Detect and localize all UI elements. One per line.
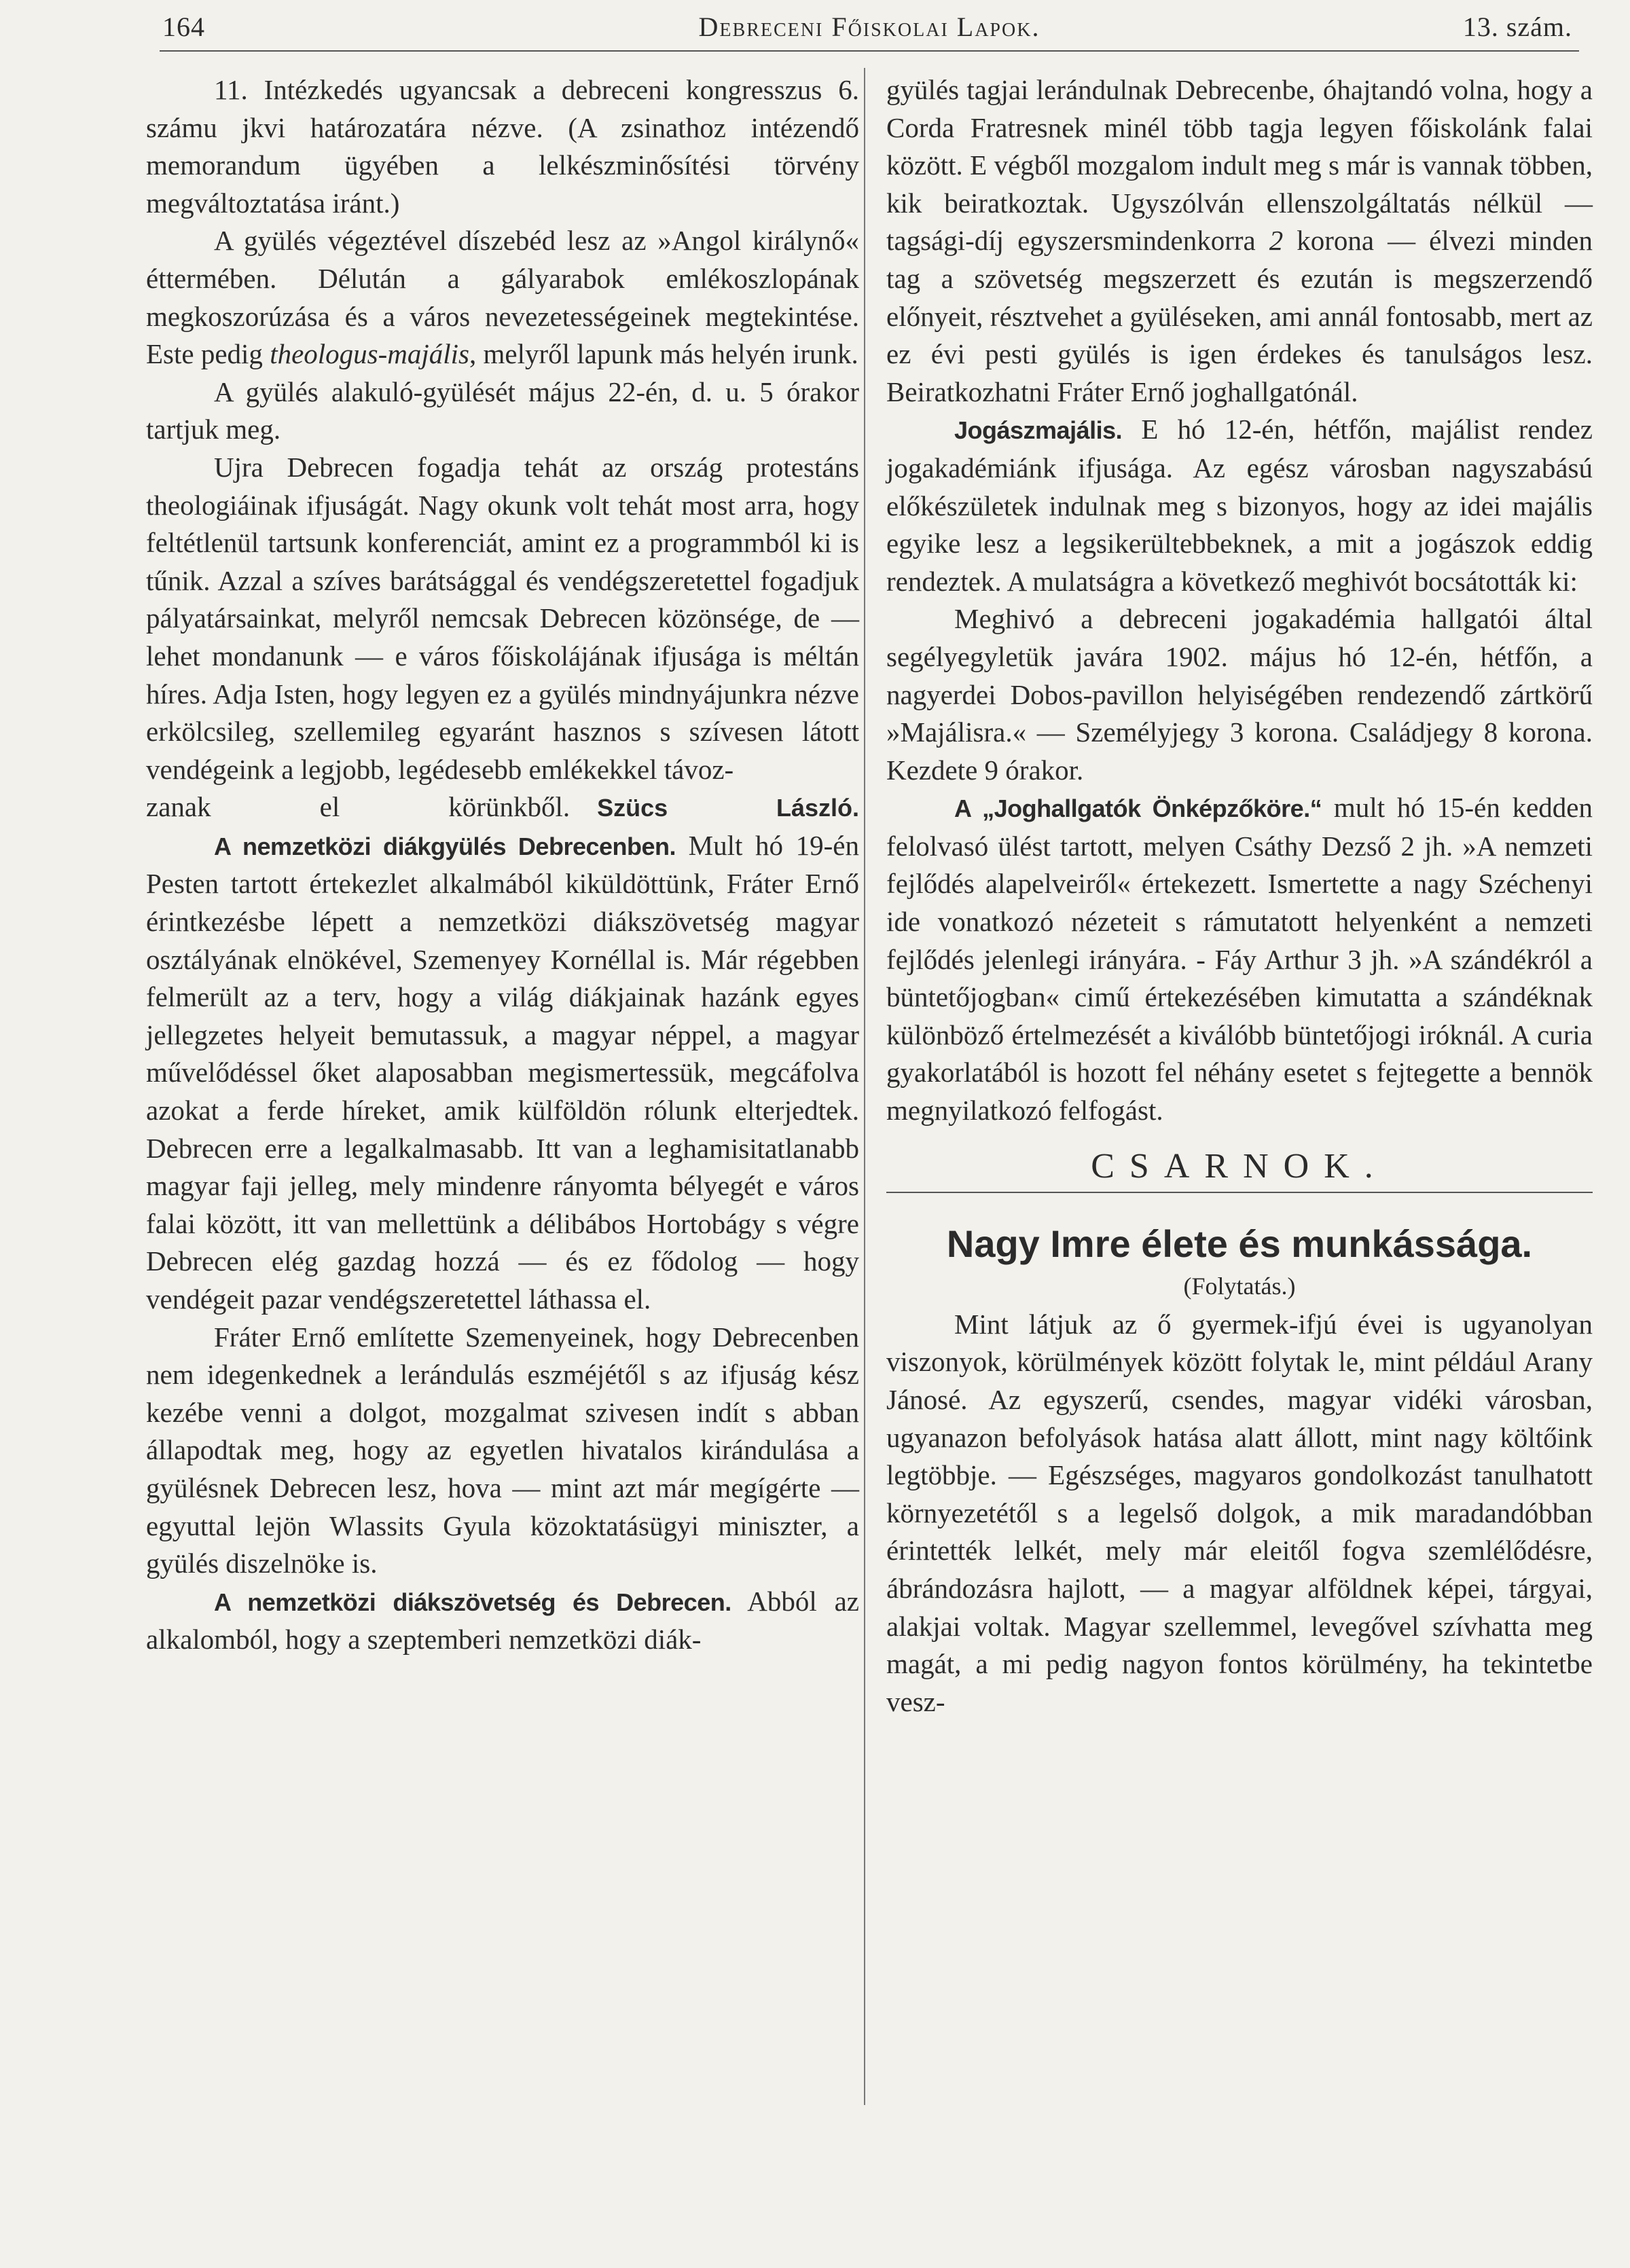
paragraph-resolution-11: 11. Intézkedés ugyancsak a debreceni kongresszus 6. számu jkvi határozatára nézve. (A zsinathoz intézendő memorandum ügyében a lelkészminősítési törvény megváltoztatása iránt.) bbox=[146, 74, 859, 219]
section-title: CSARNOK. bbox=[886, 1148, 1593, 1194]
run-in-heading: Jogászmajális. bbox=[954, 416, 1123, 445]
header-rule bbox=[160, 50, 1579, 52]
text-run: Mult hó 19-én Pesten tartott értekezlet alkalmából kiküldöttünk, Fráter Ernő érintkezésbe lépett a nemzetközi diákszövetség magyar osztályának elnökével, Szemenyey Kornéllal is. Már régebben felmerült az a terv, hogy a világ diákjainak hazánk egyes jellegzetes helyeit bemutassuk, a magyar néppel, a magyar művelődéssel őket alaposabban megismertessük, megcáfolva azokat a ferde híreket, amik külföldön rólunk elterjedtek. Debrecen erre a legalkalmasabb. Itt van a leghamisitatlanabb magyar faji jelleg, mely mindenre rányomta bélyegét e város falai között, itt van mellettünk a délibábos Hortobágy s végre Debrecen elég gazdag hozzá — és ez fődolog — hogy vendégeit pazar vendégszeretettel láthassa el. bbox=[146, 829, 859, 1315]
paragraph-continuation bbox=[886, 71, 1593, 411]
paragraph-law-majalis bbox=[886, 411, 1593, 600]
text-run: , melyről lapunk más helyén irunk. bbox=[469, 338, 858, 370]
run-in-heading: A nemzetközi diákszövetség és Debrecen. bbox=[214, 1588, 731, 1616]
text-run: mult hó 15-én kedden felolvasó ülést tartott, melyen Csáthy Dezső 2 jh. »A nemzeti fejlődés alapelveiről« értekezett. Ismertette a nagy Széchenyi ide vonatkozó nézeteit s rámutatott helyenként a nemzeti fejlődés jelenlegi irányára. - Fáy Arthur 3 jh. »A szándékról a büntetőjogban« cimű értekezésében kimutatta a szándéknak különböző értelmezését a kiválóbb büntetőjogi iróknál. A curia gyakorlatából is hozott fel néhány esetet s fejtegette a bennök megnyilatkozó felfogást. bbox=[886, 792, 1593, 1127]
paragraph-association bbox=[146, 1583, 859, 1659]
author-signature: Szücs László. bbox=[597, 794, 859, 822]
paragraph-self-study-circle bbox=[886, 789, 1593, 1129]
italic-term: theologus-majális bbox=[270, 338, 470, 370]
text-run: A gyülés végeztével díszebéd lesz az »Angol királynő« éttermében. Délután a gályarabok emlékoszlopának megkoszorúzása és a város nevezetességeinek megtekintése. Este pedig bbox=[146, 225, 859, 370]
text-run: E hó 12-én, hétfőn, majálist rendez jogakadémiánk ifjusága. Az egész városban nagyszabású előkészületek indulnak meg s bizonyos, hogy az idei majális egyike lesz a legsikerültebbeknek, a mit a jogászok eddig rendeztek. A mulatságra a következő meghivót bocsátották ki: bbox=[886, 414, 1593, 597]
column-divider bbox=[864, 68, 865, 2105]
italic-number: 2 bbox=[1269, 225, 1284, 257]
paragraph-welcome: Ujra Debrecen fogadja tehát az ország protestáns theologiáinak ifjuságát. Nagy okunk volt tehát most arra, hogy feltétlenül tartsunk konferenciát, amint ez a programmból ki is tűnik. Azzal a szíves barátsággal és vendégszeretettel fogadjuk pályatársainkat, melyről nemcsak Debrecen közönsége, de — lehet mondanunk — e város főiskolájának ifjusága is méltán híres. Adja Isten, hogy legyen ez a gyülés mindnyájunkra nézve erkölcsileg, szellemileg egyaránt hasznos s szívesen látott vendégeink a legjobb, legédesebb emlékekkel távoz- bbox=[146, 451, 859, 785]
paragraph-frater: Fráter Ernő említette Szemenyeinek, hogy Debrecenben nem idegenkednek a lerándulás eszméjétől s az ifjuság kész kezébe venni a dolgot, mozgalmat szivesen indít s abban állapodtak meg, hogy az egyetlen hivatalos kirándulása a gyülésnek Debrecen lesz, hova — mint azt már megígérte — egyuttal lejön Wlassits Gyula közoktatásügyi miniszter, a gyülés diszelnöke is. bbox=[146, 1321, 859, 1579]
issue-number: 13. szám. bbox=[1462, 12, 1572, 42]
run-in-heading: A nemzetközi diákgyülés Debrecenben. bbox=[214, 832, 676, 860]
paragraph-invitation: Meghivó a debreceni jogakadémia hallgatói által segélyegyletük javára 1902. május hó 12-én, hétfőn, a nagyerdei Dobos-pavillon helyiségében rendezendő zártkörű »Majálisra.« — Személyjegy 3 korona. Családjegy 8 korona. Kezdete 9 órakor. bbox=[886, 603, 1593, 786]
article-subtitle: (Folytatás.) bbox=[1183, 1273, 1296, 1300]
right-column bbox=[886, 71, 1593, 1721]
text-run: zanak el körünkből. bbox=[146, 791, 570, 823]
paragraph-meeting-date: A gyülés alakuló-gyülését május 22-én, d. u. 5 órakor tartjuk meg. bbox=[146, 376, 859, 445]
page-header bbox=[160, 5, 1579, 45]
signature-line bbox=[146, 788, 859, 827]
paragraph-international-meeting bbox=[146, 827, 859, 1319]
paragraph-banquet bbox=[146, 222, 859, 373]
article-title: Nagy Imre élete és munkássága. bbox=[946, 1222, 1533, 1266]
page-number: 164 bbox=[162, 12, 205, 42]
journal-title: Debreceni Főiskolai Lapok. bbox=[698, 12, 1040, 42]
paragraph-article-body: Mint látjuk az ő gyermek-ifjú évei is ugyanolyan viszonyok, körülmények között folytak le, mint például Arany Jánosé. Az egyszerű, csendes, magyar vidéki városban, ugyanazon befolyások hatása alatt állott, mint nagy költőink legtöbbje. — Egészséges, magyaros gondolkozást tanulhatott környezetétől s a legelső dolgok, a mik maradandóbban érintették lelkét, mely már eleitől fogva szemlélődésre, ábrándozásra hajlott, — a magyar alföldnek képei, tárgyai, alakjai voltak. Magyar szellemmel, levegővel szívhatta meg magát, a mi pedig nagyon fontos körülmény, ha tekintetbe vesz- bbox=[886, 1308, 1593, 1717]
text-run: Abból az alkalomból, hogy a szeptemberi nemzetközi diák- bbox=[146, 1585, 859, 1656]
left-column bbox=[146, 71, 859, 1659]
text-run: korona — élvezi minden tag a szövetség megszerzett és ezután is megszerzendő előnyeit, résztvehet a gyüléseken, ami annál fontosabb, mert az ez évi pesti gyülés is igen érdekes és tanulságos lesz. Beiratkozhatni Fráter Ernő joghallgatónál. bbox=[886, 225, 1593, 407]
run-in-heading: A „Joghallgatók Önképzőköre.“ bbox=[954, 794, 1322, 823]
text-run: gyülés tagjai lerándulnak Debrecenbe, óhajtandó volna, hogy a Corda Fratresnek minél több tagja legyen főiskolánk falai között. E végből mozgalom indult meg s már is vannak többen, kik beiratkoztak. Ugyszólván ellenszolgáltatás nélkül — tagsági-díj egyszersmindenkorra bbox=[886, 74, 1593, 257]
